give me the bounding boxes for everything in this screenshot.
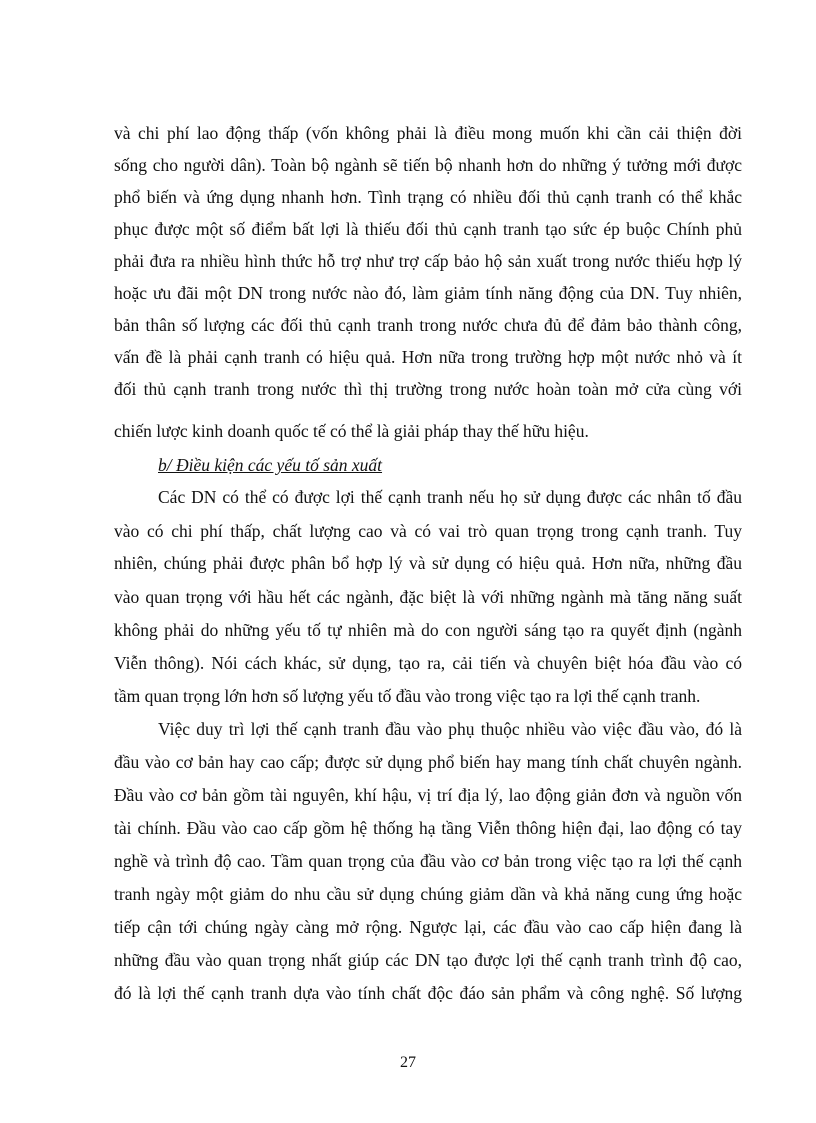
text-line: tài chính. Đầu vào cao cấp gồm hệ thống hạ tầng Viễn thông hiện đại, lao động có tay	[114, 818, 742, 838]
text-line: Việc duy trì lợi thế cạnh tranh đầu vào phụ thuộc nhiều vào việc đầu vào, đó là	[158, 719, 742, 739]
text-line: vấn đề là phải cạnh tranh có hiệu quả. Hơn nữa trong trường hợp một nước nhỏ và ít	[114, 347, 742, 367]
text-line: nghề và trình độ cao. Tầm quan trọng của đầu vào cơ bản trong việc tạo ra lợi thế cạnh	[114, 851, 742, 871]
text-line: phục được một số điểm bất lợi là thiếu đối thủ cạnh tranh tạo sức ép buộc Chính phủ	[114, 219, 742, 239]
text-line: tầm quan trọng lớn hơn số lượng yếu tố đầu vào trong việc tạo ra lợi thế cạnh tranh.	[114, 686, 701, 706]
text-line: vào có chi phí thấp, chất lượng cao và có vai trò quan trọng trong cạnh tranh. Tuy	[114, 521, 742, 541]
text-line: đầu vào cơ bản hay cao cấp; được sử dụng phổ biến hay mang tính chất chuyên ngành.	[114, 752, 742, 772]
text-line: chiến lược kinh doanh quốc tế có thể là giải pháp thay thế hữu hiệu.	[114, 421, 589, 441]
text-line: bản thân số lượng các đối thủ cạnh tranh trong nước chưa đủ để đảm bảo thành công,	[114, 315, 742, 335]
text-line: đối thủ cạnh tranh trong nước thì thị trường trong nước hoàn toàn mở cửa cùng với	[114, 379, 742, 399]
text-line: hoặc ưu đãi một DN trong nước nào đó, làm giảm tính năng động của DN. Tuy nhiên,	[114, 283, 742, 303]
page-number: 27	[400, 1054, 416, 1071]
text-line: nhiên, chúng phải được phân bổ hợp lý và sử dụng có hiệu quả. Hơn nữa, những đầu	[114, 553, 742, 573]
section-heading: b/ Điều kiện các yếu tố sản xuất	[158, 455, 383, 475]
text-line: phải đưa ra nhiều hình thức hỗ trợ như trợ cấp bảo hộ sản xuất trong nước thiếu hợp lý	[114, 251, 742, 271]
text-line: Các DN có thể có được lợi thế cạnh tranh nếu họ sử dụng được các nhân tố đầu	[158, 487, 742, 507]
text-line: đó là lợi thế cạnh tranh dựa vào tính chất độc đáo sản phẩm và công nghệ. Số lượng	[114, 983, 742, 1003]
text-line: sống cho người dân). Toàn bộ ngành sẽ tiến bộ nhanh hơn do những ý tưởng mới được	[114, 155, 742, 175]
text-line: tranh ngày một giảm do nhu cầu sử dụng chúng giảm dần và khả năng cung ứng hoặc	[114, 884, 742, 904]
text-line: Đầu vào cơ bản gồm tài nguyên, khí hậu, vị trí địa lý, lao động giản đơn và nguồn vốn	[114, 785, 742, 805]
text-line: những đầu vào quan trọng nhất giúp các DN tạo được lợi thế cạnh tranh trình độ cao,	[114, 950, 742, 970]
text-line: và chi phí lao động thấp (vốn không phải là điều mong muốn khi cần cải thiện đời	[114, 123, 742, 143]
text-line: vào quan trọng với hầu hết các ngành, đặc biệt là với những ngành mà tăng năng suất	[114, 587, 742, 607]
text-line: tiếp cận tới chúng ngày càng mở rộng. Ngược lại, các đầu vào cao cấp hiện đang là	[114, 917, 742, 937]
text-line: không phải do những yếu tố tự nhiên mà do con người sáng tạo ra quyết định (ngành	[114, 620, 742, 640]
text-line: Viễn thông). Nói cách khác, sử dụng, tạo ra, cải tiến và chuyên biệt hóa đầu vào có	[114, 653, 742, 673]
text-line: phổ biến và ứng dụng nhanh hơn. Tình trạng có nhiều đối thủ cạnh tranh có thể khắc	[114, 187, 742, 207]
